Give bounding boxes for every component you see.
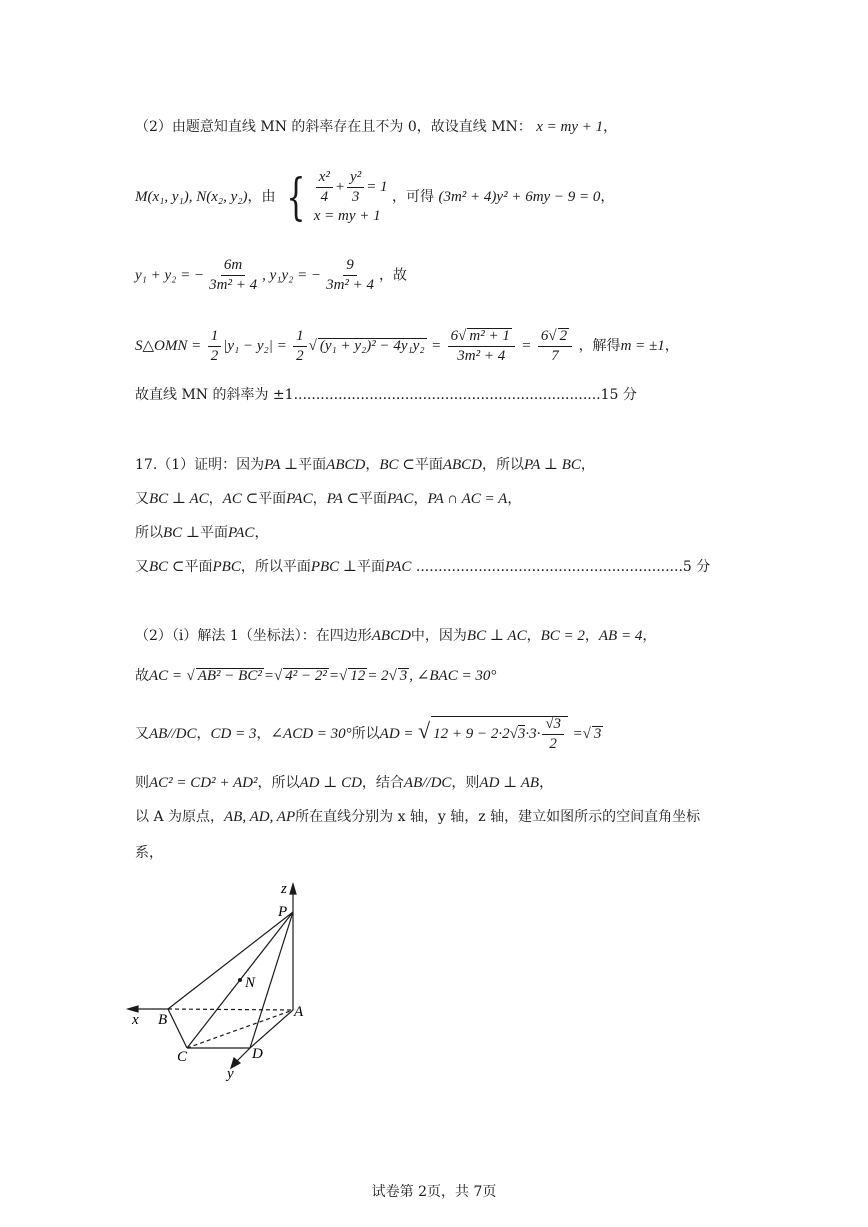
frac-sum: $\frac{6m}{\text{3m² + 4}}$ [209,257,258,293]
part2-line1: （2）（i）解法 1（坐标法）：在四边形ABCD中，因为BC ⊥ AC，BC = 2，AB = 4， [135,628,657,644]
equation-system: { $\frac{\text{x²}}{4}$ + $\frac{\text{y²}}{3}$ = 1 x = my + 1 [286,168,388,226]
solution-m: m = ±1 [620,338,665,354]
label-n: N [245,975,256,991]
quadratic-equation: (3m² + 4)y² + 6my − 9 = 0 [438,189,601,205]
frac-area: $\frac{\text{6√ m² + 1}}{\text{3m² + 4}}$ [448,328,515,364]
prod-lhs: , y₁y₂ = − [262,267,322,284]
label-c: C [177,1049,188,1065]
p2-line2: M(x₁, y₁), N(x₂, y₂)，由 { $\frac{\text{x²}}{4}$ + $\frac{\text{y²}}{3}$ = 1 x = my + 1 ，可得 (3m² + 4)y² + 6my − 9 = 0， [135,168,615,226]
root-discriminant: (y₁ + y₂)² − 4y₁y₂ [319,338,425,354]
line-equation: x = my + 1 [536,119,604,135]
label-b: B [158,1012,168,1028]
q17-line4: 又BC ⊂平面PBC，所以平面PBC ⊥平面PAC ............................................................5 分 [135,559,711,575]
system-row2: x = my + 1 [313,208,381,224]
part2-line3: 又AB//DC，CD = 3，∠ACD = 30°所以AD = √ 12 + 9 − 2·2√3·3· $\frac{√3}{2}$ =√ 3 [135,716,602,752]
edge-pb [168,912,293,1009]
area-lhs: S△OMN = [135,338,202,354]
frac-half-1: $\frac{1}{2}$ [208,329,222,364]
point-n-dot [238,978,242,982]
left-brace: { [286,168,306,226]
text-by: ，由 [247,189,276,205]
part2-line2: 故AC = √ AB² − BC² =√ 4² − 2² =√ 12 = 2√ 3 , ∠BAC = 30° [135,668,497,684]
abs-diff: |y₁ − y₂| = [223,338,287,354]
label-x: x [132,1012,139,1028]
label-a: A [294,1004,304,1020]
frac-y2-3: $\frac{\text{y²}}{3}$ [347,170,364,205]
frac-x2-4: $\frac{\text{x²}}{4}$ [316,170,333,205]
label-z: z [281,881,287,897]
edge-bc [168,1009,187,1048]
part2-line6: 系， [135,845,163,861]
p2-line4-area: S△OMN = $\frac{1}{2}$ |y₁ − y₂| = $\frac{1}{2}$ √ (y₁ + y₂)² − 4y₁y₂ = $\frac{\text{6√ m² + 1}}{\text{3m² + 4}}$ = $\frac{6√ 2}{7}$ ，解得m = ±1， [135,327,679,364]
frac-half-2: $\frac{1}{2}$ [293,329,307,364]
edge-ba-dashed [168,1009,293,1010]
q17-line1: 17.（1）证明：因为PA ⊥平面ABCD，BC ⊂平面ABCD，所以PA ⊥ BC， [135,457,595,473]
edge-pd [250,912,293,1048]
q17-line2: 又BC ⊥ AC，AC ⊂平面PAC，PA ⊂平面PAC，PA ∩ AC = A， [135,491,522,507]
label-p: P [278,904,288,920]
points-mn: M(x₁, y₁), N(x₂, y₂) [135,189,248,205]
label-d: D [252,1046,263,1062]
p2-conclusion: 故直线 MN 的斜率为 ±1.....................................................................15 分 [135,387,637,403]
text-so: ，故 [379,267,408,284]
sum-lhs: y₁ + y₂ = − [135,267,205,284]
edge-ca-dashed [187,1010,293,1048]
frac-prod: $\frac{9}{\text{3m² + 4}}$ [326,257,375,293]
frac-result: $\frac{6√ 2}{7}$ [538,328,572,364]
label-y: y [227,1066,234,1082]
text-get: ，可得 [392,189,435,205]
page-footer: 试卷第 2页，共 7页 [371,1184,497,1200]
part2-line5: 以 A 为原点，AB, AD, AP所在直线分别为 x 轴，y 轴，z 轴，建立如图所示的空间直角坐标 [135,809,701,825]
part2-line4: 则AC² = CD² + AD²，所以AD ⊥ CD，结合AB//DC，则AD ⊥ AB， [135,775,554,791]
z-axis-arrow [290,884,296,894]
q17-line3: 所以BC ⊥平面PAC， [135,525,269,541]
punct: ， [603,119,618,135]
p2-lead: （2）由题意知直线 MN 的斜率存在且不为 0，故设直线 MN： [135,119,532,135]
